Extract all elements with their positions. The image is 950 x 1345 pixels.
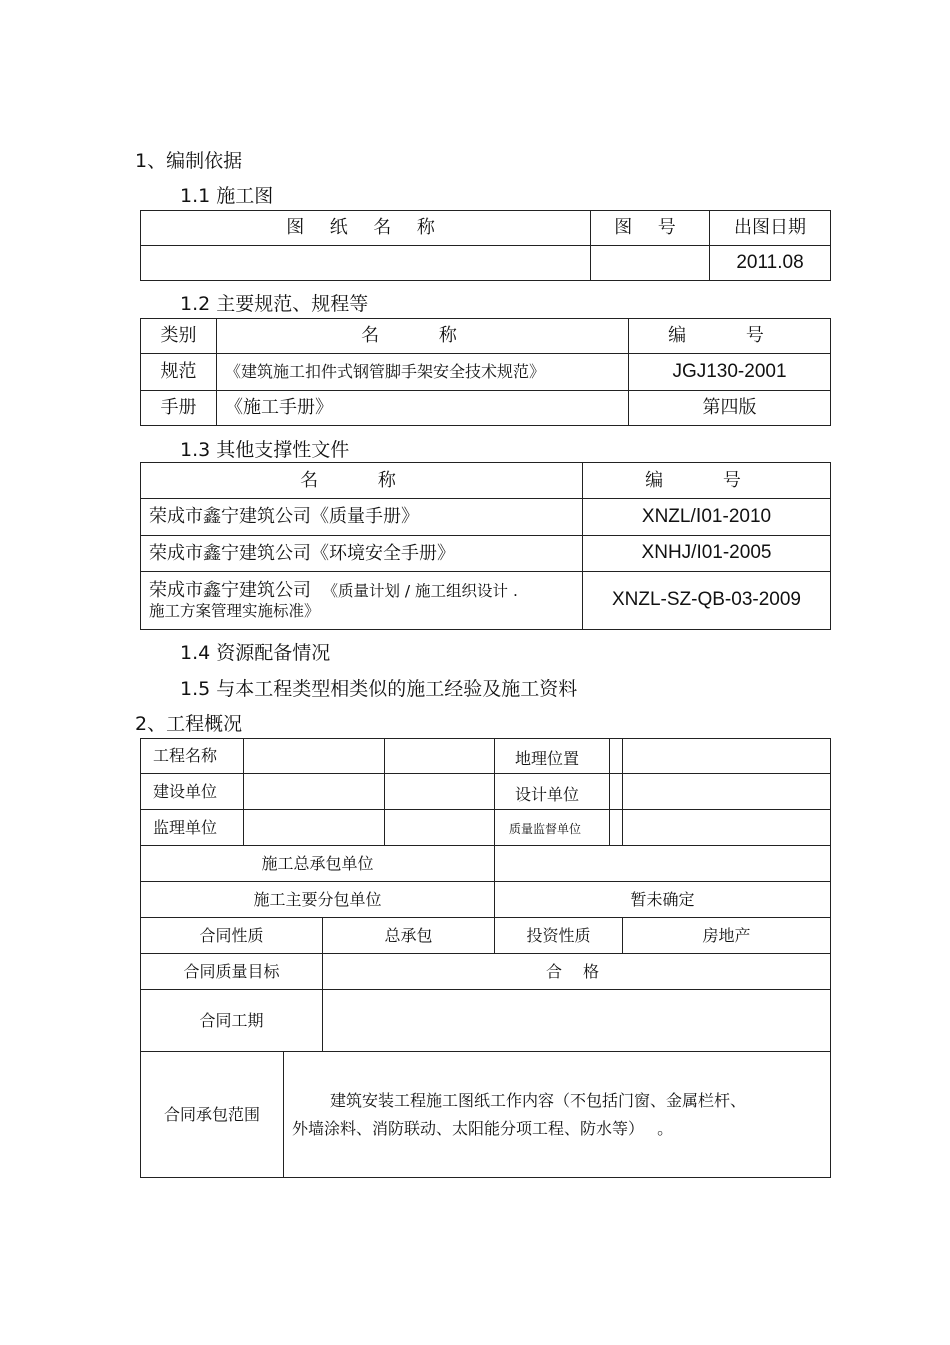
- category-header: 类别: [141, 319, 217, 354]
- doc-name-header: 名 称: [141, 463, 583, 499]
- column-divider: [243, 738, 244, 846]
- contract-period-value: [323, 990, 831, 1052]
- standard-code-header: 编 号: [629, 319, 831, 354]
- subheading-1-4: 1.4 资源配备情况: [180, 642, 331, 664]
- subheading-1-3: 1.3 其他支撑性文件: [180, 439, 350, 461]
- supporting-docs-table: [140, 462, 831, 630]
- section-2-heading: 2、工程概况: [135, 713, 243, 735]
- table-cell: 荣成市鑫宁建筑公司《质量手册》: [141, 499, 583, 536]
- table-cell: 规范: [141, 354, 217, 391]
- standards-table: [140, 318, 831, 426]
- doc-code-header: 编 号: [583, 463, 831, 499]
- contract-scope-label: 合同承包范围: [141, 1052, 284, 1178]
- location-label: 地理位置: [515, 749, 580, 768]
- general-contractor-label: 施工总承包单位: [141, 846, 495, 882]
- main-subcontractor-label: 施工主要分包单位: [141, 882, 495, 918]
- column-divider: [609, 738, 610, 846]
- table-cell: 荣成市鑫宁建筑公司《环境安全手册》: [141, 536, 583, 572]
- quality-target-value: 合 格: [323, 954, 831, 990]
- column-divider: [494, 738, 495, 846]
- table-cell: [141, 572, 583, 630]
- investment-nature-label: 投资性质: [495, 918, 623, 954]
- contract-scope-line: 建筑安装工程施工图纸工作内容（不包括门窗、金属栏杆、: [330, 1090, 747, 1110]
- supervisor-value: [385, 810, 623, 846]
- contract-scope-line: 外墙涂料、消防联动、太阳能分项工程、防水等） 。: [292, 1118, 674, 1138]
- doc-name-part: 荣成市鑫宁建筑公司: [149, 580, 311, 602]
- general-contractor-value: [495, 846, 831, 882]
- builder-value: [385, 774, 623, 810]
- drawing-date-cell: 2011.08: [710, 246, 831, 281]
- section-1-heading: 1、编制依据: [135, 150, 243, 172]
- quality-supervisor-value: [623, 810, 831, 846]
- table-cell: XNZL-SZ-QB-03-2009: [583, 572, 831, 630]
- investment-nature-value: 房地产: [623, 918, 831, 954]
- subheading-1-5: 1.5 与本工程类型相类似的施工经验及施工资料: [180, 678, 578, 700]
- contract-period-label: 合同工期: [141, 990, 323, 1052]
- drawing-number-header: 图 号: [591, 211, 710, 246]
- builder-label: 建设单位: [141, 774, 385, 810]
- subheading-1-1: 1.1 施工图: [180, 185, 274, 207]
- designer-label: 设计单位: [515, 785, 580, 804]
- quality-supervisor-label: 质量监督单位: [509, 822, 582, 836]
- drawing-date-header: 出图日期: [710, 211, 831, 246]
- drawing-name-header: 图 纸 名 称: [141, 211, 591, 246]
- standard-name-header: 名 称: [217, 319, 629, 354]
- table-cell: XNZL/Ⅰ01-2010: [583, 499, 831, 536]
- drawing-name-cell: [141, 246, 591, 281]
- contract-nature-label: 合同性质: [141, 918, 323, 954]
- project-name-label: 工程名称: [141, 739, 385, 774]
- location-value: [623, 739, 831, 774]
- table-cell: XNHJ/I01-2005: [583, 536, 831, 572]
- drawing-number-cell: [591, 246, 710, 281]
- table-cell: 手册: [141, 391, 217, 426]
- subheading-1-2: 1.2 主要规范、规程等: [180, 293, 369, 315]
- contract-scope-value: [284, 1052, 831, 1178]
- drawings-table: [140, 210, 831, 281]
- doc-name-part: 施工方案管理实施标准》: [149, 602, 320, 620]
- main-subcontractor-value: 暂未确定: [495, 882, 831, 918]
- designer-value: [623, 774, 831, 810]
- quality-target-label: 合同质量目标: [141, 954, 323, 990]
- table-cell: 第四版: [629, 391, 831, 426]
- supervisor-label: 监理单位: [141, 810, 385, 846]
- project-name-value: [385, 739, 623, 774]
- doc-name-part: 《质量计划 / 施工组织设计 .: [322, 582, 518, 601]
- table-cell: JGJ130-2001: [629, 354, 831, 391]
- contract-nature-value: 总承包: [323, 918, 495, 954]
- table-cell: 《施工手册》: [217, 391, 629, 426]
- table-cell: 《建筑施工扣件式钢管脚手架安全技术规范》: [217, 354, 629, 391]
